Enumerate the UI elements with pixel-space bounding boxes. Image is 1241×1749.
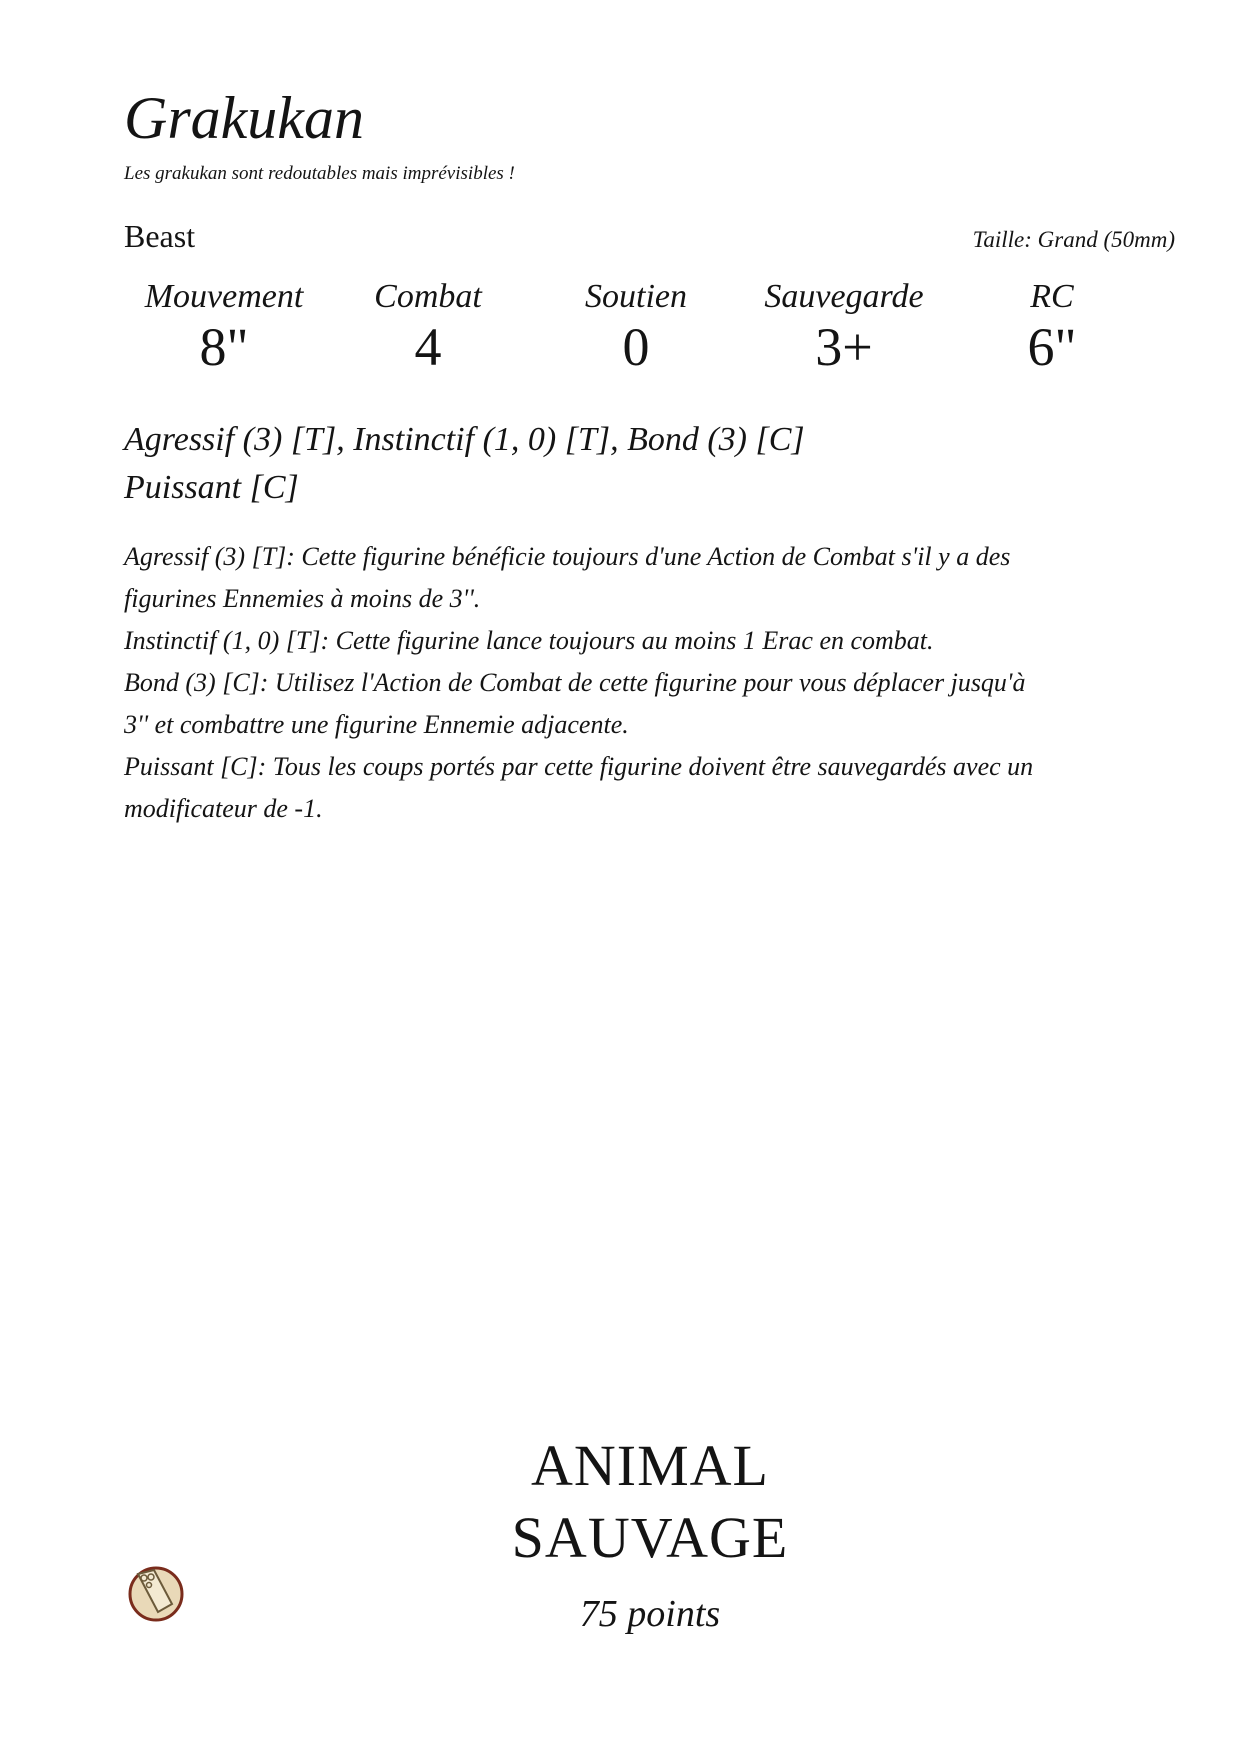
rule-powerful: Puissant [C]: Tous les coups portés par cette figurine doivent être sauvegardés avec un modificateur de -1. <box>124 752 1034 823</box>
rule-instinctive: Instinctif (1, 0) [T]: Cette figurine lance toujours au moins 1 Erac en combat. <box>124 626 934 655</box>
stat-value: 4 <box>414 317 442 378</box>
rules-text <box>124 536 1054 830</box>
stat-value: 3+ <box>815 317 873 378</box>
stat-rc <box>952 278 1152 380</box>
stat-label: Sauvegarde <box>764 278 924 315</box>
beast-badge-icon <box>124 1560 188 1624</box>
unit-size: Taille: Grand (50mm) <box>972 227 1175 252</box>
stat-label: Soutien <box>585 278 687 315</box>
stat-support <box>536 278 736 380</box>
stat-value: 8" <box>199 317 249 378</box>
trait-list <box>124 416 805 512</box>
stat-movement <box>124 278 324 380</box>
rule-leap: Bond (3) [C]: Utilisez l'Action de Combat de cette figurine pour vous déplacer jusqu'à 3'' et combattre une figurine Ennemie adjacente. <box>124 668 1026 739</box>
stat-label: Mouvement <box>144 278 304 315</box>
stat-save <box>744 278 944 380</box>
trait-line: Agressif (3) [T], Instinctif (1, 0) [T], Bond (3) [C] <box>124 421 805 458</box>
category-line-1: ANIMAL <box>531 1433 769 1498</box>
points-cost: 75 points <box>579 1593 721 1635</box>
stat-label: Combat <box>374 278 482 315</box>
stat-label: RC <box>1030 278 1074 315</box>
trait-line: Puissant [C] <box>124 469 299 506</box>
card-subtitle: Les grakukan sont redoutables mais imprévisibles ! <box>124 163 515 184</box>
unit-type: Beast <box>124 218 196 254</box>
card-footer <box>460 1430 840 1636</box>
rule-aggressive: Agressif (3) [T]: Cette figurine bénéficie toujours d'une Action de Combat s'il y a des figurines Ennemies à moins de 3''. <box>124 542 1011 613</box>
stat-combat <box>328 278 528 380</box>
stat-value: 6" <box>1027 317 1077 378</box>
stat-block <box>124 278 1124 388</box>
stat-value: 0 <box>622 317 650 378</box>
category-line-2: SAUVAGE <box>511 1505 789 1570</box>
card-title: Grakukan <box>124 85 364 151</box>
